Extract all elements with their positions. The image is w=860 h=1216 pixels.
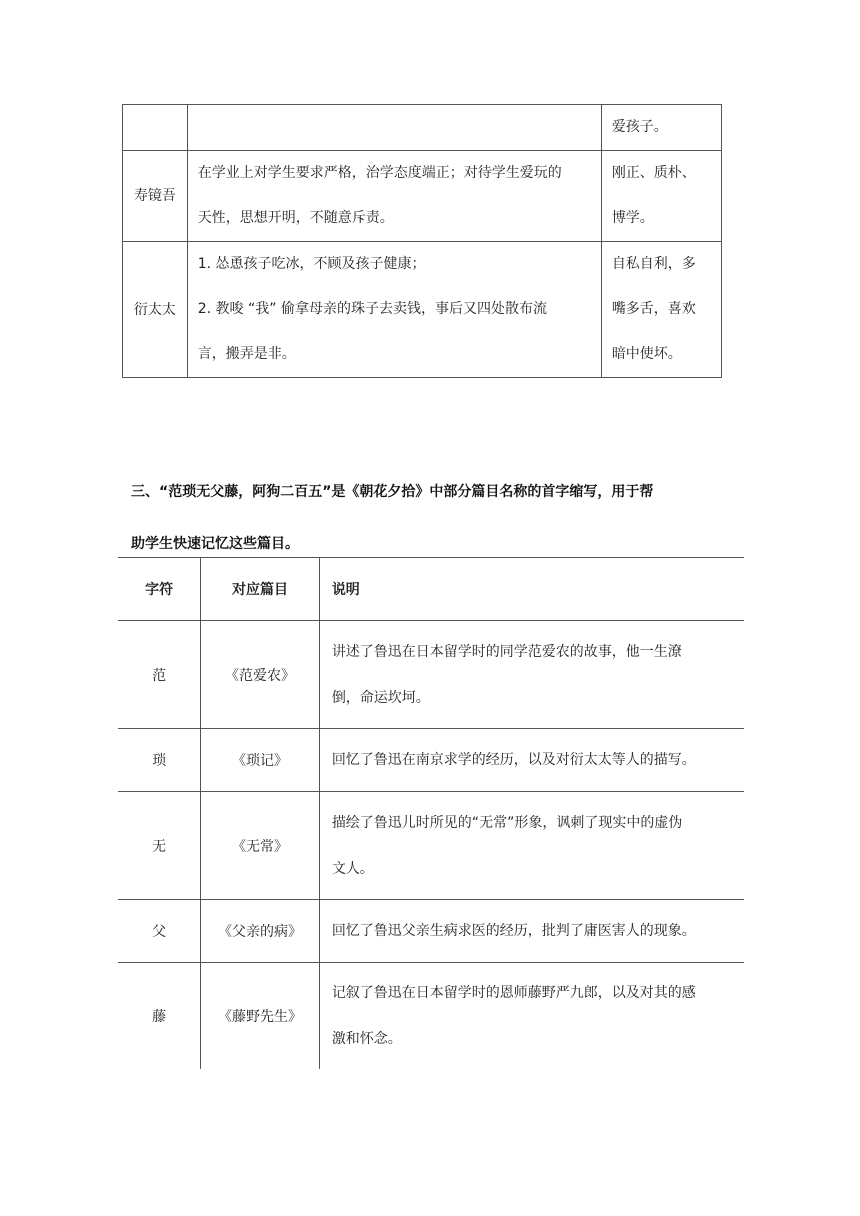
- essay-title: 《琐记》: [201, 729, 320, 792]
- abbrev-char: 范: [118, 621, 201, 729]
- essay-title: 《藤野先生》: [201, 963, 320, 1069]
- traits-line: 博学。: [611, 210, 654, 226]
- character-traits: [601, 151, 721, 242]
- character-name: 寿镜吾: [123, 151, 188, 242]
- heading-line: 三、“范琐无父藤，阿狗二百五”是《朝花夕拾》中部分篇目名称的首字缩写，用于帮: [131, 484, 654, 500]
- description-line: [198, 105, 591, 150]
- column-header-title: 对应篇目: [201, 558, 320, 621]
- table-row: [118, 792, 744, 900]
- character-traits: [601, 242, 721, 378]
- description-line: 在学业上对学生要求严格，治学态度端正；对待学生爱玩的: [197, 165, 562, 181]
- table-row: [118, 729, 744, 792]
- table-row: [123, 151, 722, 242]
- description-line: 描绘了鲁迅儿时所见的“无常”形象，讽刺了现实中的虚伪: [331, 814, 683, 831]
- description-line: 回忆了鲁迅在南京求学的经历，以及对衍太太等人的描写。: [331, 752, 696, 768]
- description-line: 1. 怂恿孩子吃冰，不顾及孩子健康；: [197, 256, 426, 272]
- description-line: 天性，思想开明，不随意斥责。: [197, 210, 394, 226]
- description-line: 2. 教唆 “我” 偷拿母亲的珠子去卖钱，事后又四处散布流: [197, 301, 547, 317]
- traits-line: 自私自利，多: [611, 256, 696, 272]
- traits-line: 爱孩子。: [611, 119, 668, 135]
- table-row: [118, 900, 744, 963]
- essay-description: [319, 900, 744, 963]
- character-description: [187, 151, 601, 242]
- description-line: 倒，命运坎坷。: [331, 689, 430, 706]
- abbrev-char: 父: [118, 900, 201, 963]
- heading-line: 助学生快速记忆这些篇目。: [131, 536, 299, 552]
- description-line: 讲述了鲁迅在日本留学时的同学范爱农的故事，他一生潦: [331, 643, 682, 660]
- description-line: 记叙了鲁迅在日本留学时的恩师藤野严九郎，以及对其的感: [331, 984, 696, 1001]
- character-description: [187, 242, 601, 378]
- description-line: 激和怀念。: [331, 1030, 402, 1047]
- character-traits: [601, 105, 721, 151]
- abbrev-char: 无: [118, 792, 201, 900]
- table-row: [118, 963, 744, 1069]
- table-row: [123, 242, 722, 378]
- section-heading: [131, 466, 731, 570]
- table-row: [123, 105, 722, 151]
- traits-line: 暗中使坏。: [611, 346, 682, 362]
- table-row: [118, 621, 744, 729]
- essay-title: 《父亲的病》: [201, 900, 320, 963]
- description-line: 文人。: [331, 860, 374, 877]
- abbrev-char: 琐: [118, 729, 201, 792]
- traits-line: 嘴多舌，喜欢: [611, 301, 696, 317]
- essay-description: [319, 729, 744, 792]
- character-name: 衍太太: [123, 242, 188, 378]
- table-header-row: [118, 558, 744, 621]
- character-description: [187, 105, 601, 151]
- traits-line: 刚正、质朴、: [611, 165, 696, 181]
- essay-description: [319, 792, 744, 900]
- column-header-desc: 说明: [331, 582, 360, 598]
- character-name: [123, 105, 188, 151]
- essay-description: [319, 963, 744, 1069]
- essay-title: 《范爱农》: [201, 621, 320, 729]
- abbreviation-table: [118, 557, 744, 1069]
- column-header-char: 字符: [118, 558, 201, 621]
- abbrev-char: 藤: [118, 963, 201, 1069]
- essay-description: [319, 621, 744, 729]
- description-line: 言，搬弄是非。: [197, 346, 296, 362]
- description-line: 回忆了鲁迅父亲生病求医的经历，批判了庸医害人的现象。: [331, 923, 696, 939]
- essay-title: 《无常》: [201, 792, 320, 900]
- characters-table: [122, 104, 722, 378]
